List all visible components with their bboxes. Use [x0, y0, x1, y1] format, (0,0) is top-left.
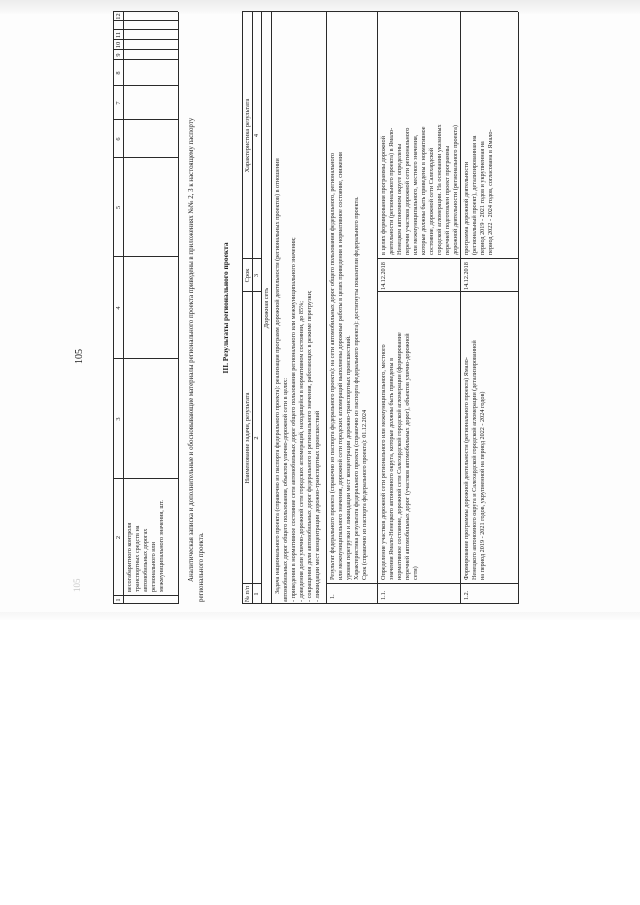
row-char-line: (региональный проект), детализированная на — [471, 135, 478, 255]
row-char-line: деятельности (регионального проекта) в Ямало- — [388, 127, 395, 255]
top-col-num: 8 — [115, 71, 122, 75]
page-number: 105 — [74, 349, 85, 364]
ghost-page-number: 105 — [72, 578, 82, 592]
row-char-line: или межмуниципального, местного значения, — [412, 134, 419, 255]
top-col-num: 11 — [115, 31, 122, 39]
top-col-num: 1 — [115, 598, 122, 602]
header-name: Наименование задачи, результата — [244, 392, 251, 484]
row-date: 14.12.2018 — [463, 262, 470, 290]
top-col-num: 12 — [115, 13, 122, 20]
result-line: или межмуниципального значения, дорожной сети городских агломераций выполнены дорожные работы в целях приведения в нормативное состояние, снижения — [337, 152, 344, 580]
row-char-line: период 2019 - 2021 годов и укрупненная на — [479, 141, 486, 255]
row-name-line: Ненецкого автономного округа и Салехардской городской агломерации (детализированной — [471, 340, 478, 580]
result-line: Результат федерального проекта (справочно из паспорта федерального проекта): на сети автомобильных дорог общего пользования федерального, регионального — [329, 152, 336, 580]
task-line: - приведения в нормативное состояние сети автомобильных дорог общего пользования регионального или межмуниципального значения; — [290, 237, 297, 602]
row-name-line: значения Ямало-Ненецкого автономного округа, которые должны быть приведены в — [388, 358, 395, 580]
document-page — [32, 8, 518, 604]
row-char-line: программа дорожной деятельности — [463, 161, 470, 255]
row-number: 1.1. — [380, 590, 387, 600]
top-col-num: 4 — [115, 306, 122, 310]
header-col-number: 4 — [253, 133, 260, 138]
result-line: Срок (справочно из паспорта федерального проекта): 01.12.2024 — [361, 409, 368, 580]
task-line: автомобильных дорог общего пользования, объектов улично-дорожной сети в целях: — [282, 378, 289, 602]
top-row-line: весогабаритного контроля — [126, 522, 133, 592]
row-name-line: Определение участков дорожной сети регионального или межмуниципального, местного — [380, 344, 387, 580]
analytical-note-line: регионального проекта. — [198, 532, 205, 602]
top-col-num: 10 — [115, 41, 122, 49]
row-name-line: на период 2019 - 2021 годов, укрупненной на период 2022 - 2024 годов) — [479, 391, 486, 580]
row-name-line: перечней автомобильных дорог (участков автомобильных дорог), объектов улично-дорожной — [404, 333, 411, 580]
top-col-num: 2 — [115, 535, 122, 540]
row-name-line: сети) — [412, 566, 419, 580]
row-char-line: в целях формирования программы дорожной — [380, 136, 387, 255]
task-line: Задача национального проекта (справочно из паспорта федерального проекта): реализация программ дорожной деятельности (региональных проектов) в отношении — [274, 158, 281, 594]
top-row-line: межмуниципального значения, шт. — [158, 500, 165, 592]
analytical-note-line: Аналитическая записка и дополнительные и обосновывающие материалы регионального проекта приведены в приложениях №№ 2, 3 к настоящему паспорту — [188, 117, 195, 582]
row-char-line: дорожной деятельности (регионального проекта) — [452, 125, 459, 255]
top-col-num: 3 — [115, 417, 122, 421]
top-row-line: автомобильных дорогах — [142, 528, 149, 592]
row-name-line: Формирование программы дорожной деятельности (регионального проекта) Ямало- — [463, 357, 470, 580]
result-number: 1. — [329, 594, 336, 599]
result-line: Характеристика результата федерального проекта (справочно из паспорта федерального проекта): достигнуты показатели федерального проекта. — [353, 196, 360, 580]
top-row-line: регионального или — [150, 542, 157, 592]
task-line: - доведения доли улично-дорожной сети городских агломераций, находящейся в нормативном состоянии, до 85%; — [298, 301, 305, 602]
row-number: 1.2. — [463, 590, 470, 600]
section-title: III. Результаты регионального проекта — [221, 242, 230, 374]
row-char-line: которые должны быть приведены в нормативное — [420, 126, 427, 255]
header-col-number: 1 — [253, 592, 260, 596]
row-char-line: перечней подготовлен проект программы — [444, 145, 451, 255]
top-row-line: транспортных средств на — [134, 525, 141, 592]
result-line: уровня перегрузки и ликвидации мест концентрации дорожно-транспортных происшествий. — [345, 335, 352, 580]
header-date: Срок — [244, 268, 251, 283]
row-char-line: Ненецком автономном округе определены — [396, 143, 403, 255]
row-date: 14.12.2018 — [380, 262, 387, 290]
row-char-line: состояние, дорожной сети Салехардской — [428, 147, 435, 255]
top-col-num: 7 — [115, 101, 122, 105]
top-col-num: 5 — [115, 205, 122, 210]
header-num: № п/п — [244, 585, 251, 603]
header-characteristic: Характеристика результата — [244, 98, 251, 173]
group-title: Дорожная сеть — [263, 287, 270, 329]
task-line: - ликвидации мест концентрации дорожно-транспортных происшествий — [314, 410, 321, 602]
row-char-line: перечни участков дорожной сети регионального — [404, 127, 411, 255]
scan-blank-area — [0, 620, 640, 905]
header-col-number: 3 — [253, 273, 260, 278]
task-line: - сокращения доли автомобильных дорог федерального и регионального значения, работающих в режиме перегрузки; — [306, 290, 313, 602]
header-col-number: 2 — [253, 436, 260, 440]
row-char-line: период 2022 - 2024 годов, согласована в Ямало- — [487, 129, 494, 255]
top-col-num: 6 — [115, 137, 122, 141]
top-col-num: 9 — [115, 53, 122, 57]
row-name-line: нормативное состояние, дорожной сети Салехардской городской агломерации (формирование — [396, 332, 403, 580]
row-char-line: городской агломерации. На основании указанных — [436, 124, 443, 255]
